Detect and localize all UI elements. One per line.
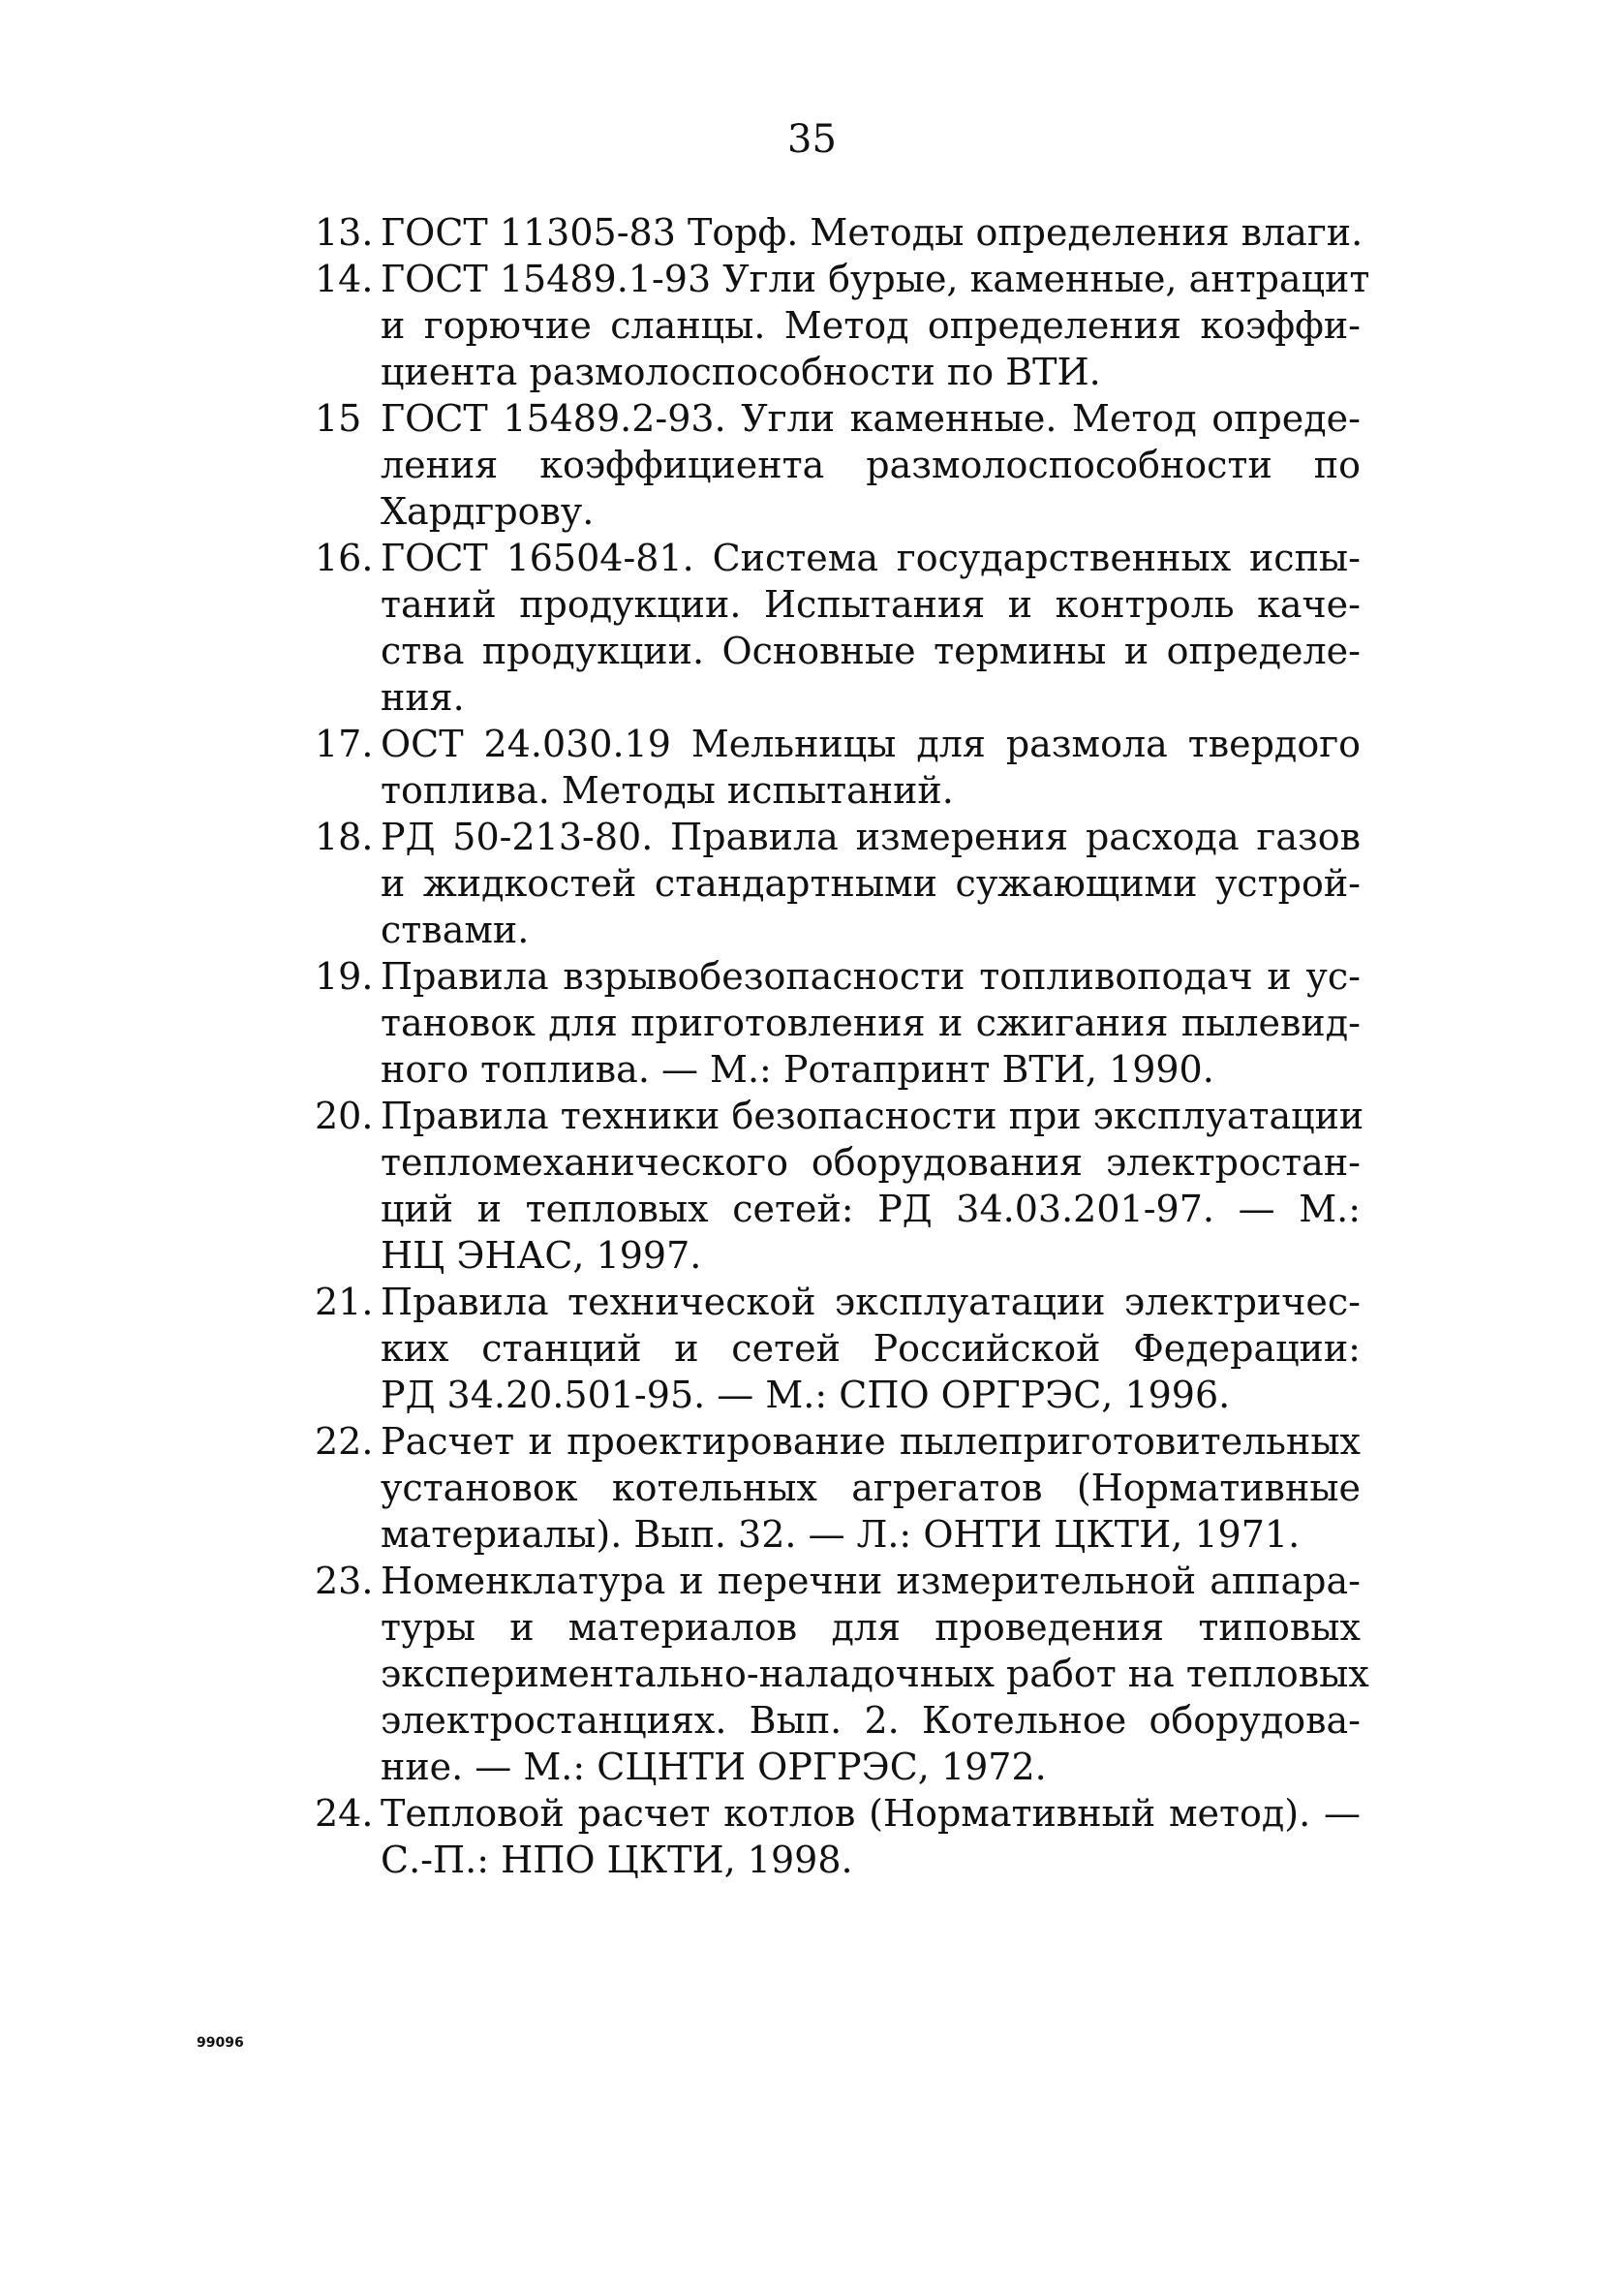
reference-item [315,953,1361,1093]
reference-item [315,1093,1364,1279]
reference-number: 13. [315,211,374,254]
reference-text-line: ного топлива. — М.: Ротапринт ВТИ, 1990. [381,1048,1214,1091]
reference-text-line: РД 34.20.501-95. — М.: СПО ОРГРЭС, 1996. [381,1374,1231,1416]
reference-text-line: С.-П.: НПО ЦКТИ, 1998. [381,1839,853,1881]
reference-text-line: ГОСТ 15489.2-93. Угли каменные. Метод опреде- [381,397,1361,440]
reference-number: 22. [315,1420,374,1463]
reference-text-line: РД 50-213-80. Правила измерения расхода газов [381,816,1361,858]
reference-item [315,814,1361,953]
reference-text-line: ние. — М.: СЦНТИ ОРГРЭС, 1972. [381,1746,1047,1788]
reference-text-line: экспериментально-наладочных работ на тепловых [381,1653,1369,1695]
reference-text-line: электростанциях. Вып. 2. Котельное оборудова- [381,1699,1361,1742]
reference-item [315,1418,1361,1558]
reference-text-line: топлива. Методы испытаний. [381,769,954,812]
reference-text-line: ций и тепловых сетей: РД 34.03.201-97. — М.: [381,1188,1361,1230]
reference-text-line: НЦ ЭНАС, 1997. [381,1234,702,1277]
reference-number: 24. [315,1792,374,1835]
reference-number: 14. [315,258,374,300]
reference-text-line: Правила технической эксплуатации электричес- [381,1281,1361,1323]
reference-text-line: установок котельных агрегатов (Нормативные [381,1467,1361,1509]
reference-item [315,395,1361,535]
reference-text-line: ствами. [381,909,530,951]
reference-item [315,209,1364,256]
reference-number: 18. [315,816,374,858]
reference-text-line: Расчет и проектирование пылеприготовительных [381,1420,1361,1463]
reference-text-line: Правила техники безопасности при эксплуатации [381,1095,1364,1137]
reference-text-line: тановок для приготовления и сжигания пылевид- [381,1002,1361,1044]
document-code: 99096 [197,2035,244,2051]
reference-text-line: ких станций и сетей Российской Федерации: [381,1327,1361,1370]
reference-text-line: ОСТ 24.030.19 Мельницы для размола твердого [381,723,1361,765]
reference-text-line: материалы). Вып. 32. — Л.: ОНТИ ЦКТИ, 1971. [381,1513,1301,1556]
reference-number: 20. [315,1095,374,1137]
reference-text-line: Тепловой расчет котлов (Нормативный метод). — [381,1792,1361,1835]
reference-text-line: Номенклатура и перечни измерительной аппара- [381,1560,1361,1602]
reference-item [315,535,1361,721]
reference-text-line: таний продукции. Испытания и контроль каче- [381,583,1361,626]
reference-text-line: и горючие сланцы. Метод определения коэффи- [381,304,1361,347]
reference-text-line: Хардгрову. [381,490,595,533]
reference-text-line: ГОСТ 16504-81. Система государственных испы- [381,537,1361,579]
reference-text-line: ГОСТ 15489.1-93 Угли бурые, каменные, антрацит [381,258,1370,300]
reference-text-line: Правила взрывобезопасности топливоподач и ус- [381,955,1361,998]
reference-item [315,256,1370,395]
reference-text-line: ления коэффициента размолоспособности по [381,444,1361,486]
reference-text-line: ния. [381,676,465,719]
reference-text-line: ства продукции. Основные термины и определе- [381,630,1361,672]
reference-number: 15 [315,397,362,440]
reference-number: 19. [315,955,374,998]
reference-item [315,1558,1369,1790]
reference-list [315,209,1370,1883]
reference-number: 21. [315,1281,374,1323]
reference-item [315,1790,1361,1883]
reference-text-line: циента размолоспособности по ВТИ. [381,351,1101,393]
reference-text-line: ГОСТ 11305-83 Торф. Методы определения влаги. [381,211,1364,254]
reference-item [315,1279,1361,1418]
reference-text-line: тепломеханического оборудования электростан- [381,1141,1361,1184]
reference-text-line: и жидкостей стандартными сужающими устрой- [381,862,1361,905]
reference-text-line: туры и материалов для проведения типовых [381,1606,1361,1649]
reference-number: 23. [315,1560,374,1602]
page-number: 35 [787,117,837,162]
reference-number: 16. [315,537,374,579]
reference-item [315,721,1361,814]
reference-number: 17. [315,723,374,765]
